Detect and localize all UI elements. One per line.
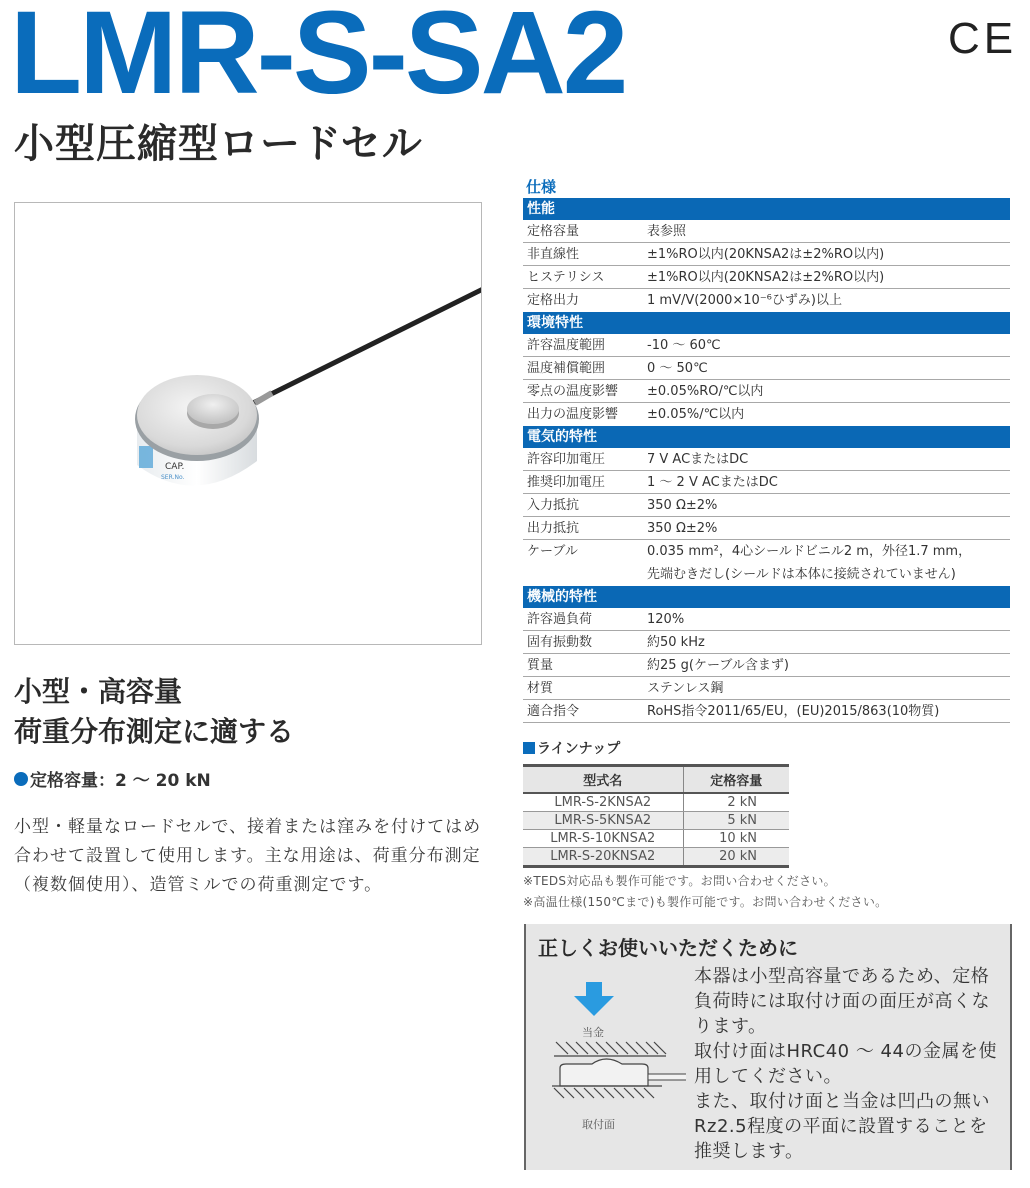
spec-key: 許容過負荷 bbox=[527, 612, 593, 627]
mounting-diagram bbox=[546, 982, 686, 1132]
spec-row bbox=[523, 700, 1010, 723]
usage-instructions bbox=[694, 964, 1004, 1164]
spec-value: 約25 g(ケーブル含まず) bbox=[647, 658, 789, 673]
spec-key: 材質 bbox=[527, 681, 554, 696]
usage-notice-box bbox=[524, 924, 1012, 1170]
table-row bbox=[523, 793, 789, 812]
spec-value: 0 ～ 50℃ bbox=[647, 361, 708, 376]
spec-row bbox=[523, 357, 1010, 380]
headline-line-2: 荷重分布測定に適する bbox=[14, 715, 295, 748]
spec-row bbox=[523, 631, 1010, 654]
spec-key: 適合指令 bbox=[527, 704, 580, 719]
spec-row bbox=[523, 266, 1010, 289]
spec-row bbox=[523, 220, 1010, 243]
lineup-header-model: 型式名 bbox=[523, 766, 683, 793]
spec-value: ±1%RO以内(20KNSA2は±2%RO以内) bbox=[647, 270, 885, 285]
usage-line: ります。 bbox=[694, 1016, 767, 1037]
spec-section-environment: 環境特性 bbox=[523, 312, 1010, 334]
spec-key: 許容印加電圧 bbox=[527, 452, 606, 467]
spec-row bbox=[523, 334, 1010, 357]
diagram-label-mounting-surface: 取付面 bbox=[582, 1118, 615, 1131]
spec-key: 推奨印加電圧 bbox=[527, 475, 606, 490]
load-cell-photo-icon bbox=[15, 203, 482, 645]
rated-capacity-text: 定格容量：2 ～ 20 kN bbox=[30, 771, 211, 791]
spec-section-electrical: 電気的特性 bbox=[523, 426, 1010, 448]
lineup-capacity: 20 kN bbox=[683, 847, 789, 866]
spec-row bbox=[523, 380, 1010, 403]
usage-line: 本器は小型高容量であるため、定格 bbox=[694, 966, 990, 987]
product-subtitle: 小型圧縮型ロードセル bbox=[14, 121, 423, 167]
spec-key: 零点の温度影響 bbox=[527, 384, 619, 399]
lineup-table bbox=[523, 764, 789, 868]
usage-line: また、取付け面と当金は凹凸の無い bbox=[694, 1091, 990, 1112]
usage-line: 用してください。 bbox=[694, 1066, 842, 1087]
spec-value: 7 V ACまたはDC bbox=[647, 452, 749, 467]
lineup-note-teds: ※TEDS対応品も製作可能です。お問い合わせください。 bbox=[523, 873, 836, 888]
usage-line: 推奨します。 bbox=[694, 1141, 804, 1162]
rated-capacity-summary bbox=[14, 766, 494, 791]
lineup-capacity: 2 kN bbox=[683, 793, 789, 812]
spec-row bbox=[523, 608, 1010, 631]
lineup-capacity: 5 kN bbox=[683, 811, 789, 829]
spec-row bbox=[523, 243, 1010, 266]
lineup-section bbox=[523, 738, 1003, 910]
spec-key: 質量 bbox=[527, 658, 554, 673]
svg-text:SER.No.: SER.No. bbox=[161, 474, 185, 481]
lineup-model: LMR-S-5KNSA2 bbox=[523, 811, 683, 829]
spec-key: 出力抵抗 bbox=[527, 521, 580, 536]
spec-value: ステンレス鋼 bbox=[647, 681, 724, 696]
spec-value: ±0.05%RO/℃以内 bbox=[647, 384, 764, 399]
usage-title: 正しくお使いいただくために bbox=[538, 936, 798, 960]
table-row bbox=[523, 811, 789, 829]
spec-section-performance: 性能 bbox=[523, 198, 1010, 220]
spec-table bbox=[523, 176, 1010, 723]
spec-row bbox=[523, 517, 1010, 540]
spec-key: 固有振動数 bbox=[527, 635, 593, 650]
spec-value: 約50 kHz bbox=[647, 635, 705, 650]
spec-value: 1 mV/V(2000×10⁻⁶ひずみ)以上 bbox=[647, 293, 842, 308]
spec-value: 表参照 bbox=[647, 224, 687, 239]
lineup-title bbox=[523, 738, 1003, 758]
spec-row bbox=[523, 494, 1010, 517]
spec-row bbox=[523, 289, 1010, 312]
lineup-model: LMR-S-2KNSA2 bbox=[523, 793, 683, 812]
spec-section-mechanical: 機械的特性 bbox=[523, 586, 1010, 608]
mounting-diagram-icon bbox=[546, 982, 686, 1132]
headline-line-1: 小型・高容量 bbox=[14, 675, 183, 708]
spec-value: 1 ～ 2 V ACまたはDC bbox=[647, 475, 778, 490]
model-title: LMR-S-SA2 bbox=[10, 0, 626, 119]
spec-key: 定格容量 bbox=[527, 224, 580, 239]
svg-text:CAP.: CAP. bbox=[165, 462, 185, 472]
spec-key: ケーブル bbox=[527, 544, 578, 559]
product-description: 小型・軽量なロードセルで、接着または窪みを付けてはめ合わせて設置して使用します。主な用途は、荷重分布測定（複数個使用）、造管ミルでの荷重測定です。 bbox=[14, 817, 482, 895]
down-arrow-icon bbox=[574, 982, 614, 1016]
spec-key: 入力抵抗 bbox=[527, 498, 580, 513]
lineup-title-text: ラインナップ bbox=[537, 741, 621, 757]
spec-value: RoHS指令2011/65/EU，(EU)2015/863(10物質) bbox=[647, 704, 940, 719]
spec-key: ヒステリシス bbox=[527, 270, 605, 285]
spec-value: 0.035 mm²，4心シールドビニル2 m，外径1.7 mm， bbox=[647, 544, 972, 559]
spec-key: 温度補償範囲 bbox=[527, 361, 606, 376]
spec-value: ±0.05%/℃以内 bbox=[647, 407, 745, 422]
spec-row bbox=[523, 448, 1010, 471]
spec-row bbox=[523, 471, 1010, 494]
spec-key: 許容温度範囲 bbox=[527, 338, 606, 353]
square-bullet-icon bbox=[523, 742, 535, 754]
spec-key bbox=[523, 563, 647, 586]
spec-title: 仕様 bbox=[526, 178, 557, 196]
spec-key: 定格出力 bbox=[527, 293, 580, 308]
bullet-dot-icon bbox=[14, 772, 28, 786]
spec-row bbox=[523, 540, 1010, 563]
spec-row bbox=[523, 677, 1010, 700]
spec-value: 350 Ω±2% bbox=[647, 521, 718, 536]
spec-value: -10 ～ 60℃ bbox=[647, 338, 721, 353]
spec-key: 非直線性 bbox=[527, 247, 580, 262]
spec-value: 120% bbox=[647, 612, 685, 627]
lineup-model: LMR-S-10KNSA2 bbox=[523, 829, 683, 847]
ce-mark-icon: CE bbox=[948, 14, 1018, 63]
table-row bbox=[523, 829, 789, 847]
usage-line: 負荷時には取付け面の面圧が高くな bbox=[694, 991, 990, 1012]
product-photo bbox=[14, 202, 482, 645]
spec-key: 出力の温度影響 bbox=[527, 407, 619, 422]
lineup-header-capacity: 定格容量 bbox=[683, 766, 789, 793]
spec-row bbox=[523, 563, 1010, 586]
spec-row bbox=[523, 403, 1010, 426]
spec-row bbox=[523, 654, 1010, 677]
spec-value: 先端むきだし(シールドは本体に接続されていません) bbox=[647, 567, 956, 582]
diagram-label-pressure-plate: 当金 bbox=[582, 1026, 604, 1039]
table-row bbox=[523, 847, 789, 866]
spec-value: ±1%RO以内(20KNSA2は±2%RO以内) bbox=[647, 247, 885, 262]
lineup-capacity: 10 kN bbox=[683, 829, 789, 847]
usage-line: Rz2.5程度の平面に設置することを bbox=[694, 1116, 988, 1137]
spec-value: 350 Ω±2% bbox=[647, 498, 718, 513]
intro-section bbox=[14, 672, 494, 900]
lineup-note-high-temp: ※高温仕様(150℃まで)も製作可能です。お問い合わせください。 bbox=[523, 894, 888, 909]
lineup-model: LMR-S-20KNSA2 bbox=[523, 847, 683, 866]
usage-line: 取付け面はHRC40 ～ 44の金属を使 bbox=[694, 1041, 997, 1062]
